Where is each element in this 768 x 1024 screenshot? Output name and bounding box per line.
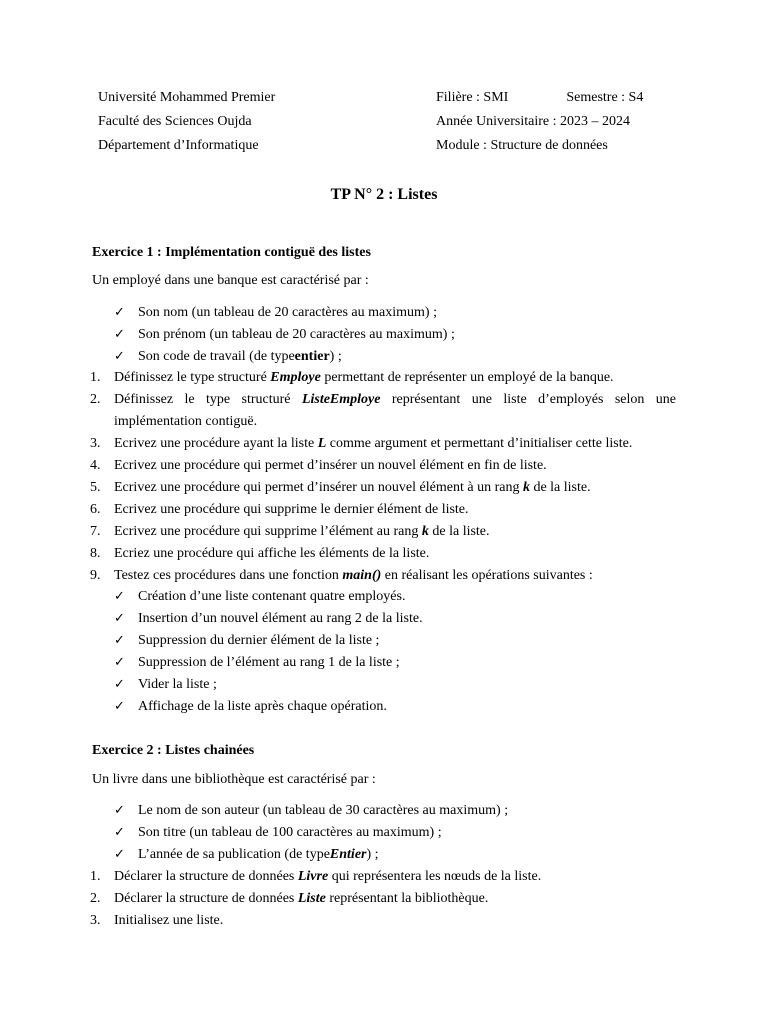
question-item: 1. Définissez le type structuré Employe permettant de représenter un employé de la banque.	[90, 370, 614, 385]
list-item: ✓ Son nom (un tableau de 20 caractères au maximum) ;	[114, 305, 437, 320]
list-item: ✓ Suppression du dernier élément de la liste ;	[114, 633, 380, 648]
check-icon: ✓	[114, 305, 125, 320]
question-item: 4. Ecrivez une procédure qui permet d’insérer un nouvel élément en fin de liste.	[90, 458, 547, 473]
check-icon: ✓	[114, 847, 125, 862]
exercise-1-intro: Un employé dans une banque est caractérisé par :	[92, 273, 369, 288]
question-item: 2. Définissez le type structuré ListeEmploye représentant une liste d’employés selon une implémentation contiguë.	[90, 392, 676, 429]
employee-attributes	[114, 302, 455, 368]
list-item: ✓ L’année de sa publication (de type Entier ) ;	[114, 847, 379, 862]
list-item: ✓ Son code de travail (de type entier ) ;	[114, 349, 342, 364]
question-item: 2. Déclarer la structure de données Liste représentant la bibliothèque.	[90, 891, 489, 906]
list-item: ✓ Vider la liste ;	[114, 677, 217, 692]
question-item: 3. Initialisez une liste.	[90, 913, 224, 928]
module-name: Module : Structure de données	[436, 138, 608, 153]
list-item: ✓ Affichage de la liste après chaque opération.	[114, 699, 387, 714]
faculty-name: Faculté des Sciences Oujda	[98, 114, 252, 129]
question-item: 8. Ecriez une procédure qui affiche les éléments de la liste.	[90, 546, 430, 561]
list-item: ✓ Son prénom (un tableau de 20 caractères au maximum) ;	[114, 327, 455, 342]
page-title: TP N° 2 : Listes	[330, 186, 438, 203]
check-icon: ✓	[114, 611, 125, 626]
list-item: ✓ Création d’une liste contenant quatre employés.	[114, 589, 406, 604]
question-item: 7. Ecrivez une procédure qui supprime l’élément au rang k de la liste.	[90, 524, 490, 539]
list-item: ✓ Suppression de l’élément au rang 1 de la liste ;	[114, 655, 400, 670]
list-item: ✓ Son titre (un tableau de 100 caractères au maximum) ;	[114, 825, 442, 840]
check-icon: ✓	[114, 327, 125, 342]
book-attributes	[114, 800, 508, 866]
check-icon: ✓	[114, 633, 125, 648]
question-item: 1. Déclarer la structure de données Livre qui représentera les nœuds de la liste.	[90, 869, 542, 884]
exercise-2-title: Exercice 2 : Listes chainées	[92, 743, 255, 758]
exercise-1-title: Exercice 1 : Implémentation contiguë des listes	[92, 245, 371, 260]
list-item: ✓ Le nom de son auteur (un tableau de 30 caractères au maximum) ;	[114, 803, 509, 818]
question-item: 5. Ecrivez une procédure qui permet d’insérer un nouvel élément à un rang k de la liste.	[90, 480, 591, 495]
check-icon: ✓	[114, 825, 125, 840]
check-icon: ✓	[114, 803, 125, 818]
question-item: 6. Ecrivez une procédure qui supprime le dernier élément de liste.	[90, 502, 469, 517]
filiere: Filière : SMI	[436, 90, 509, 105]
exercise-1-questions	[90, 367, 676, 587]
academic-year: Année Universitaire : 2023 – 2024	[436, 114, 631, 129]
check-icon: ✓	[114, 699, 125, 714]
question-item: 9. Testez ces procédures dans une fonction main() en réalisant les opérations suivantes :	[90, 568, 593, 583]
exercise-2-questions	[90, 866, 676, 932]
list-item: ✓ Insertion d’un nouvel élément au rang 2 de la liste.	[114, 611, 423, 626]
university-name: Université Mohammed Premier	[98, 90, 276, 105]
department-name: Département d’Informatique	[98, 138, 259, 153]
test-operations	[114, 586, 423, 718]
check-icon: ✓	[114, 677, 125, 692]
check-icon: ✓	[114, 655, 125, 670]
header	[98, 86, 678, 158]
check-icon: ✓	[114, 589, 125, 604]
check-icon: ✓	[114, 349, 125, 364]
semestre: Semestre : S4	[566, 90, 644, 105]
exercise-2-intro: Un livre dans une bibliothèque est caractérisé par :	[92, 772, 376, 787]
question-item: 3. Ecrivez une procédure ayant la liste L comme argument et permettant d’initialiser cette liste.	[90, 436, 633, 451]
